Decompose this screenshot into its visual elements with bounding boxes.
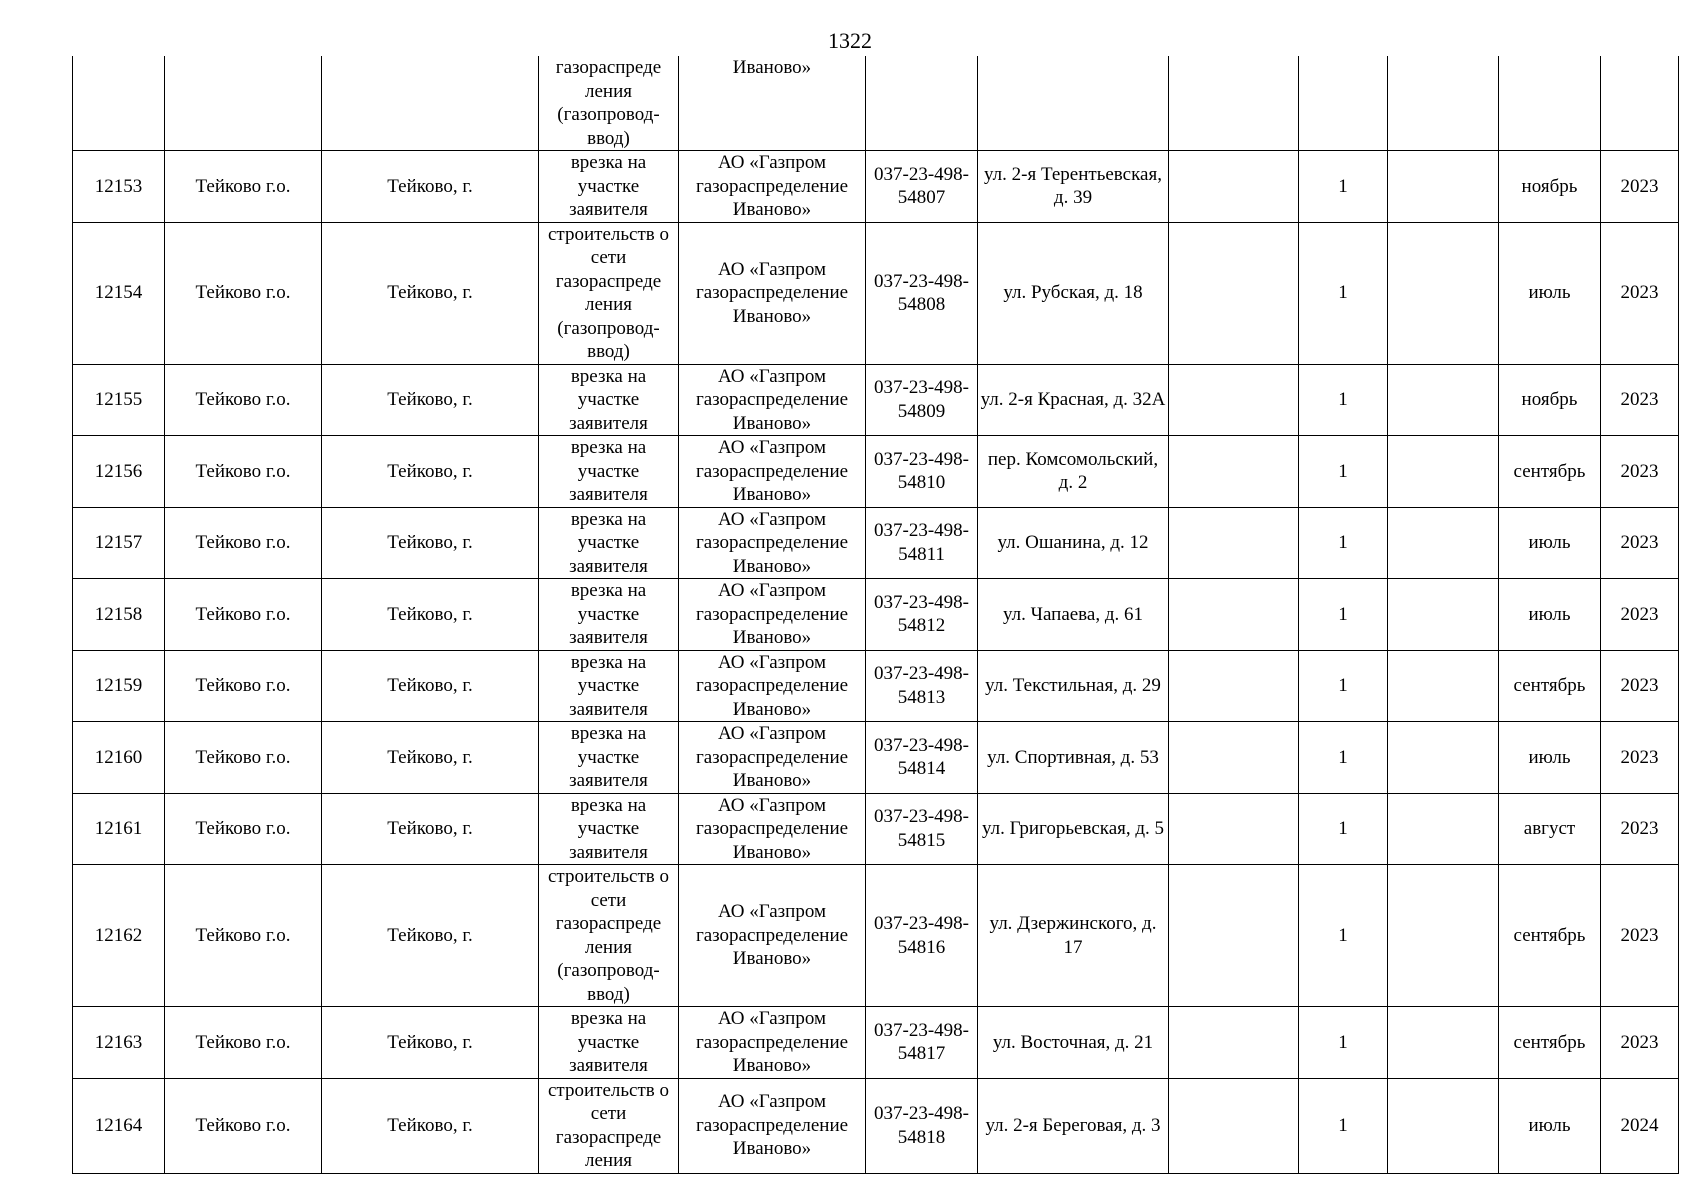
cell-organization: АО «Газпром газораспределение Иваново»	[679, 1078, 866, 1173]
cell-work-type: врезка на участке заявителя	[539, 579, 679, 651]
cell-locality: Тейково, г.	[322, 364, 539, 436]
cell-address: ул. 2-я Терентьевская, д. 39	[978, 151, 1169, 223]
cell-year: 2023	[1601, 865, 1679, 1007]
cell-col10	[1388, 56, 1499, 151]
cell-organization: АО «Газпром газораспределение Иваново»	[679, 722, 866, 794]
cell-count: 1	[1299, 222, 1388, 364]
cell-year	[1601, 56, 1679, 151]
table-row	[73, 865, 1679, 1007]
cell-col10	[1388, 1078, 1499, 1173]
cell-year: 2023	[1601, 793, 1679, 865]
cell-organization: Иваново»	[679, 56, 866, 151]
cell-month: сентябрь	[1499, 865, 1601, 1007]
cell-organization: АО «Газпром газораспределение Иваново»	[679, 364, 866, 436]
cell-application: 037-23-498-54816	[866, 865, 978, 1007]
cell-col8	[1169, 436, 1299, 508]
cell-year: 2024	[1601, 1078, 1679, 1173]
cell-work-type: строительств о сети газораспреде ления (газопровод- ввод)	[539, 222, 679, 364]
cell-year: 2023	[1601, 579, 1679, 651]
cell-work-type: врезка на участке заявителя	[539, 364, 679, 436]
cell-month: июль	[1499, 722, 1601, 794]
cell-number	[73, 56, 165, 151]
cell-count: 1	[1299, 507, 1388, 579]
cell-year: 2023	[1601, 222, 1679, 364]
cell-col8	[1169, 364, 1299, 436]
cell-locality: Тейково, г.	[322, 222, 539, 364]
cell-district: Тейково г.о.	[165, 865, 322, 1007]
cell-month: июль	[1499, 1078, 1601, 1173]
cell-col10	[1388, 650, 1499, 722]
cell-district	[165, 56, 322, 151]
cell-locality: Тейково, г.	[322, 1078, 539, 1173]
cell-locality: Тейково, г.	[322, 436, 539, 508]
cell-col8	[1169, 793, 1299, 865]
cell-month: август	[1499, 793, 1601, 865]
cell-organization: АО «Газпром газораспределение Иваново»	[679, 793, 866, 865]
cell-month: июль	[1499, 507, 1601, 579]
cell-count: 1	[1299, 793, 1388, 865]
table-row	[73, 1007, 1679, 1079]
cell-col8	[1169, 579, 1299, 651]
cell-col10	[1388, 793, 1499, 865]
cell-count: 1	[1299, 1078, 1388, 1173]
cell-address: ул. Дзержинского, д. 17	[978, 865, 1169, 1007]
cell-col10	[1388, 436, 1499, 508]
cell-district: Тейково г.о.	[165, 436, 322, 508]
cell-number: 12158	[73, 579, 165, 651]
table-row	[73, 650, 1679, 722]
cell-application: 037-23-498-54812	[866, 579, 978, 651]
data-table	[72, 56, 1679, 1174]
cell-col8	[1169, 222, 1299, 364]
cell-application: 037-23-498-54813	[866, 650, 978, 722]
cell-number: 12157	[73, 507, 165, 579]
cell-col8	[1169, 650, 1299, 722]
cell-work-type: врезка на участке заявителя	[539, 1007, 679, 1079]
cell-col8	[1169, 722, 1299, 794]
cell-count: 1	[1299, 151, 1388, 223]
cell-address: ул. Чапаева, д. 61	[978, 579, 1169, 651]
cell-count: 1	[1299, 364, 1388, 436]
cell-col8	[1169, 865, 1299, 1007]
cell-work-type: врезка на участке заявителя	[539, 507, 679, 579]
cell-address: ул. Восточная, д. 21	[978, 1007, 1169, 1079]
cell-year: 2023	[1601, 436, 1679, 508]
cell-district: Тейково г.о.	[165, 722, 322, 794]
cell-year: 2023	[1601, 507, 1679, 579]
cell-year: 2023	[1601, 364, 1679, 436]
cell-locality: Тейково, г.	[322, 579, 539, 651]
table-row	[73, 722, 1679, 794]
cell-district: Тейково г.о.	[165, 793, 322, 865]
cell-address: ул. 2-я Береговая, д. 3	[978, 1078, 1169, 1173]
cell-work-type: врезка на участке заявителя	[539, 650, 679, 722]
cell-work-type: врезка на участке заявителя	[539, 151, 679, 223]
cell-application: 037-23-498-54807	[866, 151, 978, 223]
cell-district: Тейково г.о.	[165, 222, 322, 364]
cell-col8	[1169, 151, 1299, 223]
table-row	[73, 364, 1679, 436]
cell-year: 2023	[1601, 1007, 1679, 1079]
cell-application: 037-23-498-54817	[866, 1007, 978, 1079]
cell-work-type: врезка на участке заявителя	[539, 722, 679, 794]
cell-month	[1499, 56, 1601, 151]
cell-address: пер. Комсомольский, д. 2	[978, 436, 1169, 508]
cell-col10	[1388, 507, 1499, 579]
cell-count	[1299, 56, 1388, 151]
cell-number: 12161	[73, 793, 165, 865]
table-row	[73, 793, 1679, 865]
cell-locality	[322, 56, 539, 151]
cell-application: 037-23-498-54809	[866, 364, 978, 436]
cell-locality: Тейково, г.	[322, 865, 539, 1007]
cell-number: 12155	[73, 364, 165, 436]
table-row	[73, 1078, 1679, 1173]
cell-col10	[1388, 722, 1499, 794]
cell-month: сентябрь	[1499, 650, 1601, 722]
cell-district: Тейково г.о.	[165, 507, 322, 579]
cell-district: Тейково г.о.	[165, 151, 322, 223]
cell-number: 12156	[73, 436, 165, 508]
cell-locality: Тейково, г.	[322, 722, 539, 794]
cell-address	[978, 56, 1169, 151]
cell-col10	[1388, 222, 1499, 364]
table-row	[73, 151, 1679, 223]
cell-month: ноябрь	[1499, 151, 1601, 223]
cell-application: 037-23-498-54815	[866, 793, 978, 865]
cell-col8	[1169, 56, 1299, 151]
cell-number: 12162	[73, 865, 165, 1007]
cell-organization: АО «Газпром газораспределение Иваново»	[679, 650, 866, 722]
cell-locality: Тейково, г.	[322, 1007, 539, 1079]
cell-address: ул. Ошанина, д. 12	[978, 507, 1169, 579]
cell-number: 12160	[73, 722, 165, 794]
cell-col8	[1169, 507, 1299, 579]
cell-count: 1	[1299, 722, 1388, 794]
cell-district: Тейково г.о.	[165, 1007, 322, 1079]
cell-organization: АО «Газпром газораспределение Иваново»	[679, 151, 866, 223]
cell-count: 1	[1299, 1007, 1388, 1079]
cell-organization: АО «Газпром газораспределение Иваново»	[679, 865, 866, 1007]
cell-application: 037-23-498-54808	[866, 222, 978, 364]
cell-number: 12164	[73, 1078, 165, 1173]
cell-col10	[1388, 151, 1499, 223]
cell-col10	[1388, 865, 1499, 1007]
cell-number: 12159	[73, 650, 165, 722]
cell-col8	[1169, 1078, 1299, 1173]
cell-application: 037-23-498-54811	[866, 507, 978, 579]
cell-district: Тейково г.о.	[165, 364, 322, 436]
cell-number: 12153	[73, 151, 165, 223]
cell-month: сентябрь	[1499, 436, 1601, 508]
cell-application: 037-23-498-54818	[866, 1078, 978, 1173]
cell-count: 1	[1299, 865, 1388, 1007]
cell-number: 12154	[73, 222, 165, 364]
cell-organization: АО «Газпром газораспределение Иваново»	[679, 436, 866, 508]
table-row	[73, 579, 1679, 651]
cell-district: Тейково г.о.	[165, 1078, 322, 1173]
cell-work-type: газораспреде ления (газопровод- ввод)	[539, 56, 679, 151]
table-row-continuation	[73, 56, 1679, 151]
cell-locality: Тейково, г.	[322, 151, 539, 223]
cell-col10	[1388, 1007, 1499, 1079]
cell-application: 037-23-498-54810	[866, 436, 978, 508]
cell-address: ул. Григорьевская, д. 5	[978, 793, 1169, 865]
cell-month: июль	[1499, 222, 1601, 364]
page-number: 1322	[828, 28, 872, 53]
cell-work-type: строительств о сети газораспреде ления (газопровод- ввод)	[539, 865, 679, 1007]
cell-address: ул. Спортивная, д. 53	[978, 722, 1169, 794]
cell-locality: Тейково, г.	[322, 650, 539, 722]
cell-district: Тейково г.о.	[165, 650, 322, 722]
cell-work-type: строительств о сети газораспреде ления	[539, 1078, 679, 1173]
cell-work-type: врезка на участке заявителя	[539, 793, 679, 865]
cell-month: июль	[1499, 579, 1601, 651]
cell-number: 12163	[73, 1007, 165, 1079]
cell-organization: АО «Газпром газораспределение Иваново»	[679, 1007, 866, 1079]
cell-count: 1	[1299, 579, 1388, 651]
cell-year: 2023	[1601, 650, 1679, 722]
cell-col8	[1169, 1007, 1299, 1079]
cell-month: сентябрь	[1499, 1007, 1601, 1079]
cell-address: ул. Рубская, д. 18	[978, 222, 1169, 364]
table-row	[73, 507, 1679, 579]
cell-locality: Тейково, г.	[322, 793, 539, 865]
cell-col10	[1388, 579, 1499, 651]
cell-work-type: врезка на участке заявителя	[539, 436, 679, 508]
cell-organization: АО «Газпром газораспределение Иваново»	[679, 579, 866, 651]
cell-address: ул. Текстильная, д. 29	[978, 650, 1169, 722]
cell-district: Тейково г.о.	[165, 579, 322, 651]
cell-count: 1	[1299, 650, 1388, 722]
cell-application: 037-23-498-54814	[866, 722, 978, 794]
cell-year: 2023	[1601, 151, 1679, 223]
cell-month: ноябрь	[1499, 364, 1601, 436]
cell-count: 1	[1299, 436, 1388, 508]
cell-address: ул. 2-я Красная, д. 32А	[978, 364, 1169, 436]
cell-organization: АО «Газпром газораспределение Иваново»	[679, 507, 866, 579]
cell-application	[866, 56, 978, 151]
cell-locality: Тейково, г.	[322, 507, 539, 579]
table-row	[73, 222, 1679, 364]
cell-organization: АО «Газпром газораспределение Иваново»	[679, 222, 866, 364]
table-row	[73, 436, 1679, 508]
cell-col10	[1388, 364, 1499, 436]
cell-year: 2023	[1601, 722, 1679, 794]
